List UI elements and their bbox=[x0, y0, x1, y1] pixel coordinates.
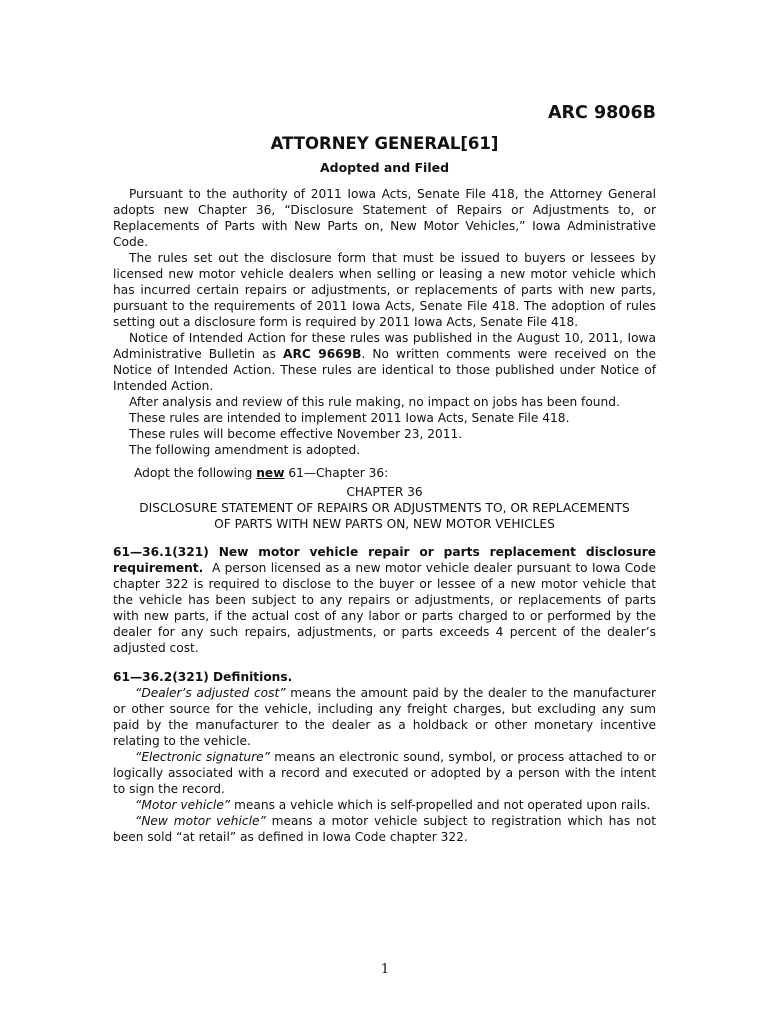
rule-36-1 bbox=[113, 544, 656, 656]
page-number: 1 bbox=[380, 962, 390, 977]
preamble-paragraph: After analysis and review of this rule making, no impact on jobs has been found. bbox=[129, 395, 620, 409]
rule-heading: 61—36.2(321) Definitions. bbox=[113, 670, 293, 684]
adopt-text: Adopt the following bbox=[134, 466, 257, 480]
arc-reference: ARC 9669B bbox=[283, 347, 362, 361]
definition bbox=[113, 813, 656, 845]
adopt-text: 61—Chapter 36: bbox=[284, 466, 389, 480]
rule-body: A person licensed as a new motor vehicle dealer pursuant to Iowa Code chapter 322 is required to disclose to the buyer or lessee of a new motor vehicle that the vehicle has been subject to any repairs or adjustments, or replacements of parts with new parts, if the actual cost of any labor or parts charged to or performed by the dealer for any such repairs, adjustments, or parts exceeds 4 percent of the dealer’s adjusted cost. bbox=[113, 561, 656, 655]
rule-36-2 bbox=[113, 669, 656, 685]
chapter-number: CHAPTER 36 bbox=[346, 485, 423, 499]
filing-status: Adopted and Filed bbox=[319, 160, 450, 175]
preamble-text: Notice of Intended Action for these rules was published in the August 10, 2011, Iowa Administrative Bulletin as bbox=[113, 331, 656, 361]
adopt-instruction bbox=[113, 465, 656, 481]
rule-heading: 61—36.1(321) New motor vehicle repair or parts replacement disclosure requirement. bbox=[113, 545, 656, 575]
definition-text: means a motor vehicle subject to registration which has not been sold “at retail” as defined in Iowa Code chapter 322. bbox=[113, 814, 656, 844]
document-body bbox=[113, 102, 656, 845]
definition bbox=[113, 797, 656, 813]
preamble-paragraph: The following amendment is adopted. bbox=[129, 443, 361, 457]
preamble-paragraph: These rules are intended to implement 2011 Iowa Acts, Senate File 418. bbox=[129, 411, 570, 425]
preamble-text: . No written comments were received on the Notice of Intended Action. These rules are identical to those published under Notice of Intended Action. bbox=[113, 347, 656, 393]
chapter-title-line: DISCLOSURE STATEMENT OF REPAIRS OR ADJUSTMENTS TO, OR REPLACEMENTS bbox=[139, 501, 630, 515]
definition-term: “Motor vehicle” bbox=[135, 798, 231, 812]
preamble-paragraph: These rules will become effective November 23, 2011. bbox=[129, 427, 463, 441]
chapter-title-line: OF PARTS WITH NEW PARTS ON, NEW MOTOR VEHICLES bbox=[214, 517, 555, 531]
definition bbox=[113, 749, 656, 797]
definition-term: “New motor vehicle” bbox=[135, 814, 266, 828]
preamble bbox=[113, 186, 656, 458]
definition-text: means an electronic sound, symbol, or process attached to or logically associated with a record and executed or adopted by a person with the intent to sign the record. bbox=[113, 750, 656, 796]
agency-title: ATTORNEY GENERAL[61] bbox=[270, 134, 499, 153]
definition-term: “Electronic signature” bbox=[135, 750, 270, 764]
definition-text: means the amount paid by the dealer to the manufacturer or other source for the vehicle, including any freight charges, but excluding any sum paid by the manufacturer to the dealer as a holdback or other monetary incentive relating to the vehicle. bbox=[113, 686, 656, 748]
new-keyword: new bbox=[256, 466, 285, 480]
preamble-paragraph bbox=[113, 330, 656, 394]
definition-term: “Dealer’s adjusted cost” bbox=[135, 686, 286, 700]
definition bbox=[113, 685, 656, 749]
preamble-paragraph: The rules set out the disclosure form that must be issued to buyers or lessees by licensed new motor vehicle dealers when selling or leasing a new motor vehicle which has incurred certain repairs or adjustments, or replacements of parts with new parts, pursuant to the requirements of 2011 Iowa Acts, Senate File 418. The adoption of rules setting out a disclosure form is required by 2011 Iowa Acts, Senate File 418. bbox=[113, 251, 656, 329]
definition-text: means a vehicle which is self-propelled and not operated upon rails. bbox=[230, 798, 651, 812]
preamble-paragraph: Pursuant to the authority of 2011 Iowa Acts, Senate File 418, the Attorney General adopts new Chapter 36, “Disclosure Statement of Repairs or Adjustments to, or Replacements of Parts with New Parts on, New Motor Vehicles,” Iowa Administrative Code. bbox=[113, 187, 656, 249]
arc-number: ARC 9806B bbox=[548, 103, 656, 123]
